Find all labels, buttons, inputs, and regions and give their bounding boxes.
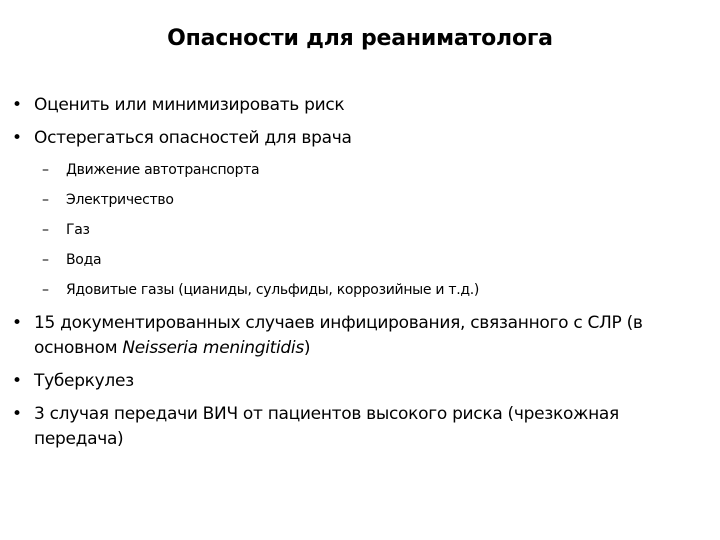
bullet-marker: • <box>12 128 22 148</box>
pathogen-name: Neisseria meningitidis <box>122 338 304 358</box>
bullet-text-prefix: 15 документированных случаев инфицирования, связанного с СЛР (в основном <box>34 313 643 358</box>
dash-marker: – <box>42 192 49 208</box>
subitem-text: Движение автотранспорта <box>66 162 260 178</box>
bullet-item-tuberculosis <box>12 369 712 394</box>
bullet-text: 3 случая передачи ВИЧ от пациентов высокого риска (чрезкожная передача) <box>34 404 619 449</box>
bullet-item-hiv <box>12 402 712 452</box>
bullet-marker: • <box>12 371 22 391</box>
bullet-marker: • <box>12 313 22 333</box>
subitem-text: Газ <box>66 222 90 238</box>
bullet-text: Туберкулез <box>34 371 134 391</box>
subitem-text: Ядовитые газы (цианиды, сульфиды, коррозийные и т.д.) <box>66 282 480 298</box>
bullet-text-suffix: ) <box>303 338 311 358</box>
bullet-marker: • <box>12 404 22 424</box>
bullet-item-hazards <box>12 126 712 151</box>
subitem-toxic-gases <box>12 281 712 299</box>
dash-marker: – <box>42 222 49 238</box>
subitem-traffic <box>12 161 712 179</box>
bullet-item-infection-cases <box>12 311 712 361</box>
bullet-list <box>12 93 712 460</box>
subitem-text: Электричество <box>66 192 174 208</box>
subitem-water <box>12 251 712 269</box>
bullet-item-risk <box>12 93 712 118</box>
subitem-gas <box>12 221 712 239</box>
dash-marker: – <box>42 282 49 298</box>
slide-title: Опасности для реаниматолога <box>167 26 553 51</box>
dash-marker: – <box>42 252 49 268</box>
hazard-sublist <box>12 161 712 299</box>
bullet-text: Остерегаться опасностей для врача <box>34 128 352 148</box>
subitem-text: Вода <box>66 252 102 268</box>
dash-marker: – <box>42 162 49 178</box>
bullet-text: Оценить или минимизировать риск <box>34 95 345 115</box>
subitem-electricity <box>12 191 712 209</box>
bullet-marker: • <box>12 95 22 115</box>
